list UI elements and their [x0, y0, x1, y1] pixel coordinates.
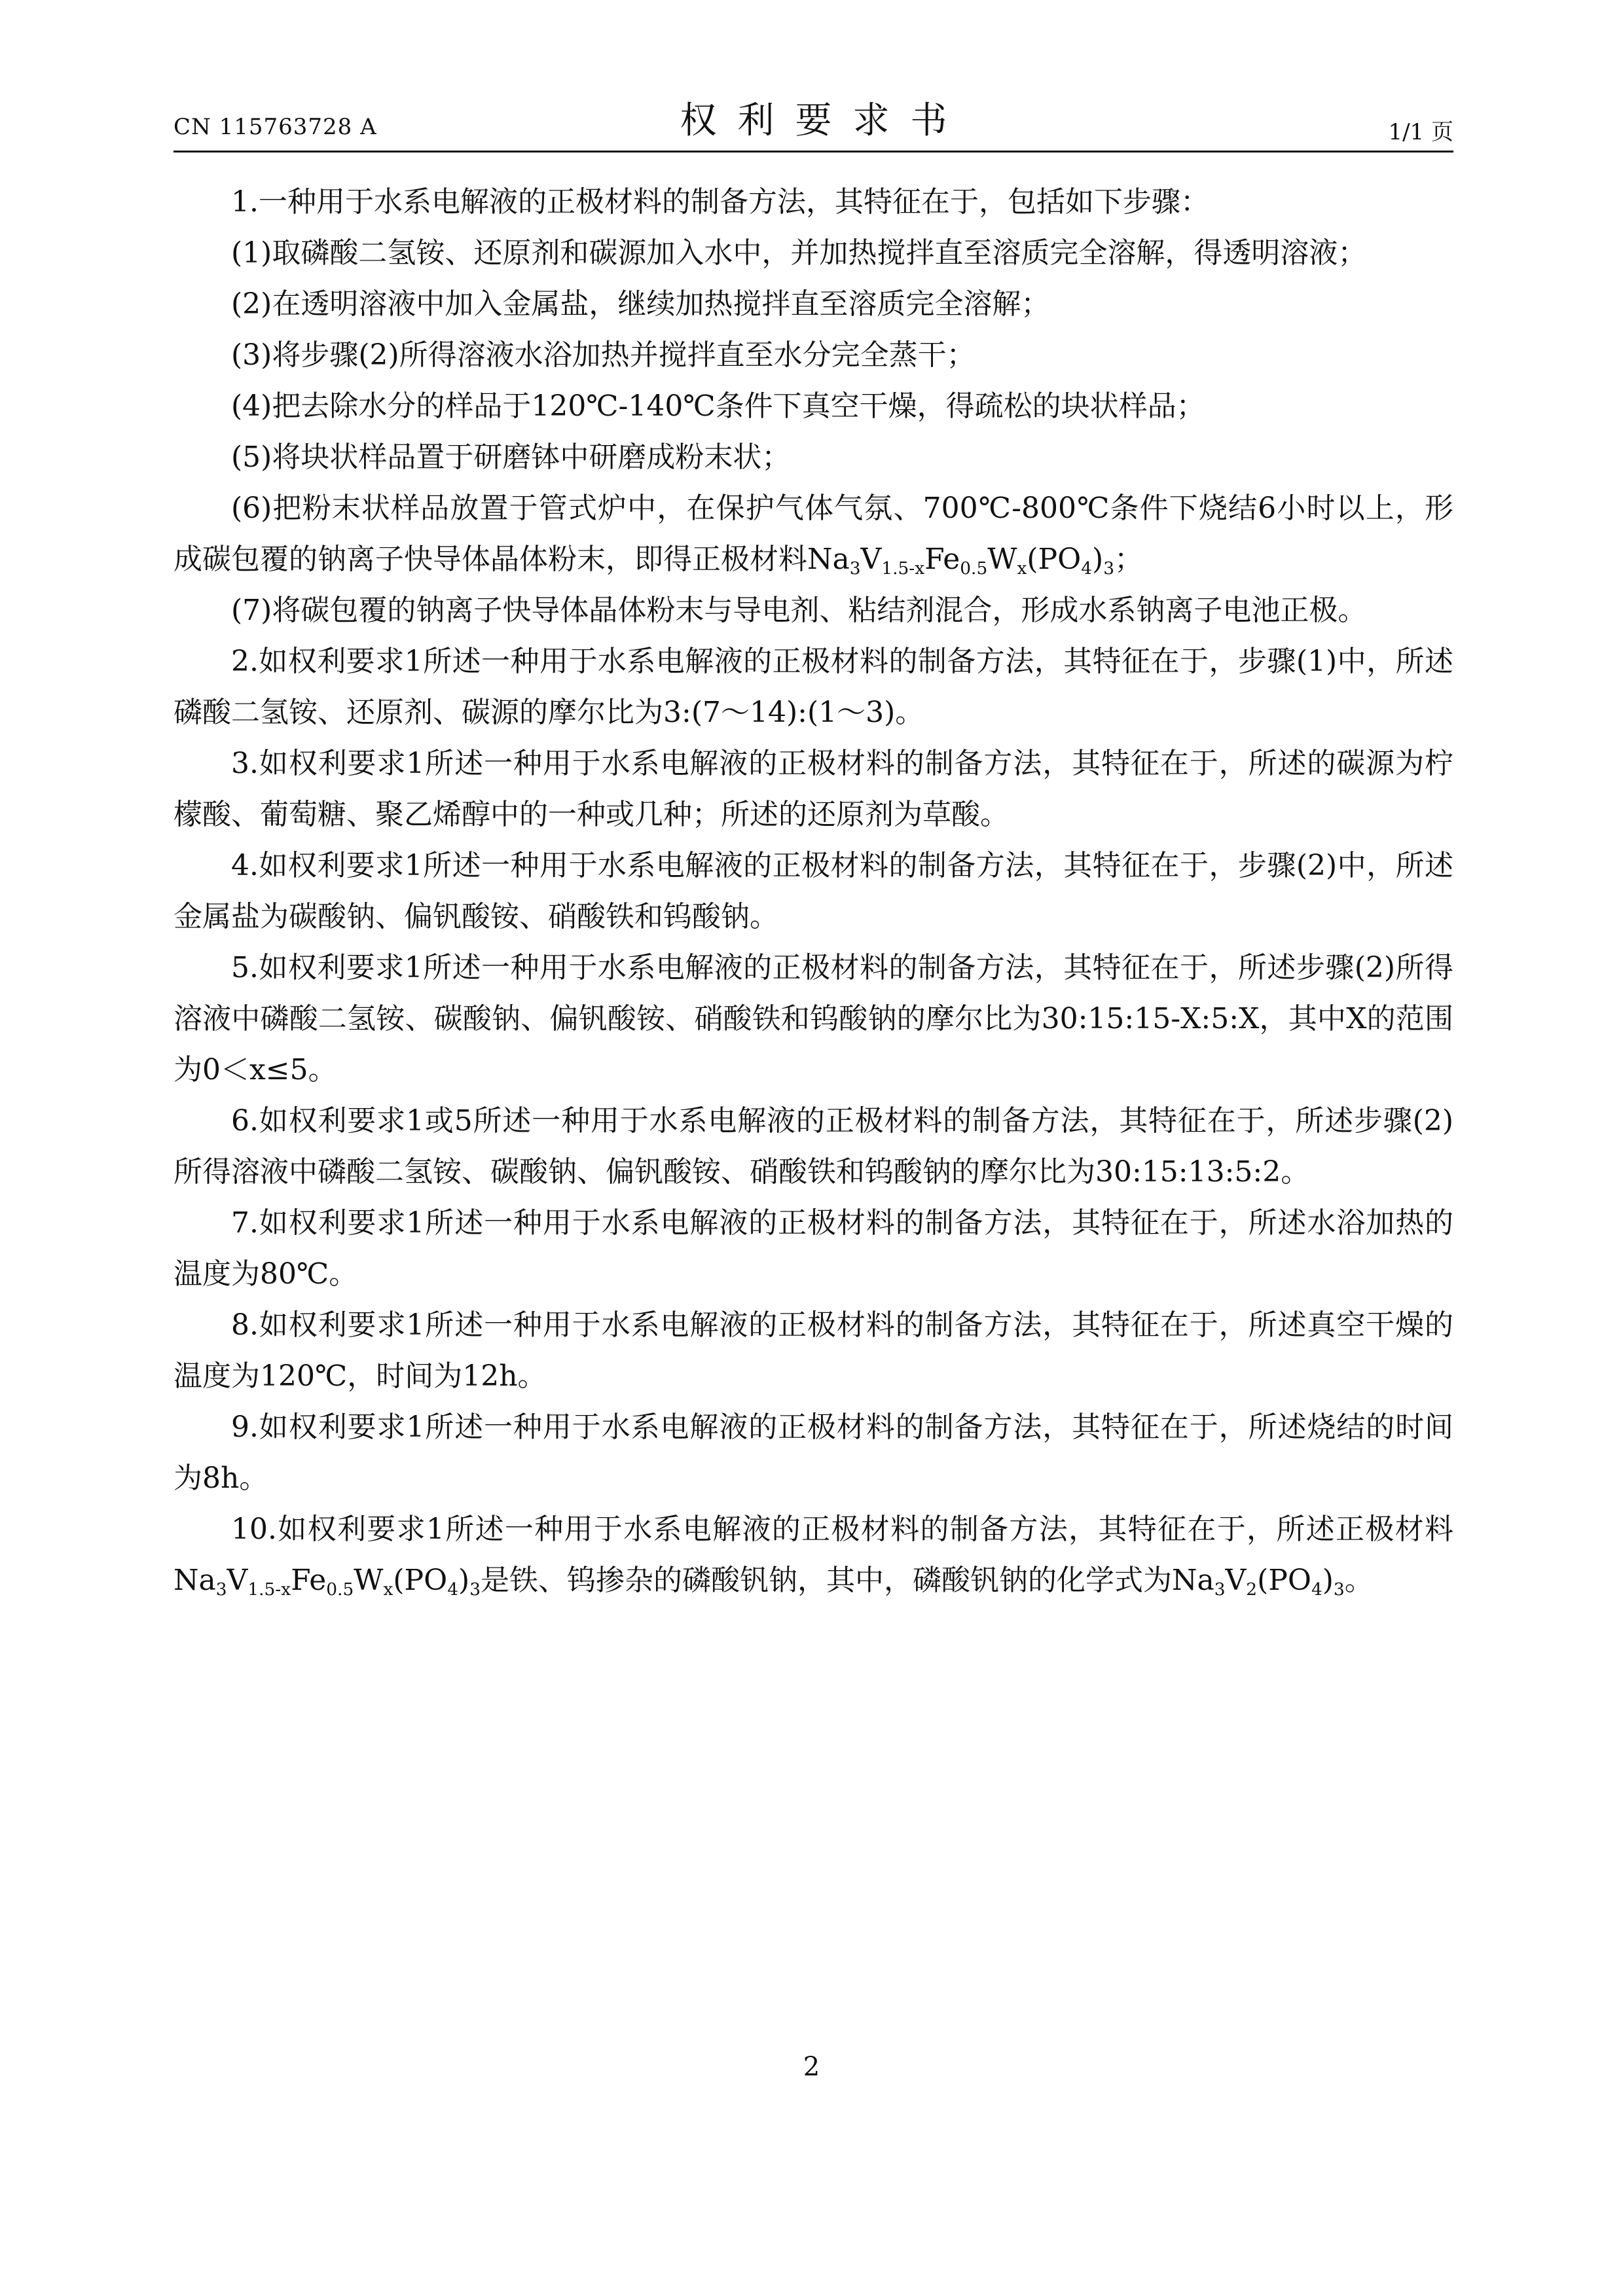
claim-1-step-2: (2)在透明溶液中加入金属盐，继续加热搅拌直至溶质完全溶解；	[231, 287, 1050, 321]
formula-subscript: 1.5-x	[881, 558, 925, 579]
formula-subscript: 4	[1081, 558, 1093, 579]
formula-subscript: x	[383, 1579, 393, 1600]
formula-subscript: x	[1017, 558, 1027, 579]
claim-1-step-3: (3)将步骤(2)所得溶液水浴加热并搅拌直至水分完全蒸干；	[231, 338, 976, 372]
formula-subscript: 0.5	[326, 1579, 354, 1600]
claim-1-step-6-text: (6)把粉末状样品放置于管式炉中，在保护气体气氛、700℃-800℃条件下烧结6小时以上，形成碳包覆的钠离子快导体晶体粉末，即得正极材料	[173, 492, 1453, 576]
claim-5: 5.如权利要求1所述一种用于水系电解液的正极材料的制备方法，其特征在于，所述步骤(2)所得溶液中磷酸二氢铵、碳酸钠、偏钒酸铵、硝酸铁和钨酸钠的摩尔比为30:15:15-X:5:X，其中X的范围为0＜x≤5。	[173, 951, 1453, 1086]
claim-6: 6.如权利要求1或5所述一种用于水系电解液的正极材料的制备方法，其特征在于，所述步骤(2)所得溶液中磷酸二氢铵、碳酸钠、偏钒酸铵、硝酸铁和钨酸钠的摩尔比为30:15:13:5:2。	[173, 1104, 1453, 1189]
formula-group-po4: (PO	[1027, 543, 1082, 576]
formula-element-na: Na	[807, 543, 850, 576]
publication-number: CN 115763728 A	[173, 114, 377, 140]
formula-group-close: )	[1322, 1564, 1334, 1597]
claim-4: 4.如权利要求1所述一种用于水系电解液的正极材料的制备方法，其特征在于，步骤(2)中，所述金属盐为碳酸钠、偏钒酸铵、硝酸铁和钨酸钠。	[173, 849, 1453, 933]
claim-10-text: 10.如权利要求1所述一种用于水系电解液的正极材料的制备方法，其特征在于，所述正极材料	[231, 1513, 1453, 1546]
page-number: 2	[803, 2052, 820, 2082]
formula-subscript: 3	[1214, 1579, 1226, 1600]
claim-7: 7.如权利要求1所述一种用于水系电解液的正极材料的制备方法，其特征在于，所述水浴加热的温度为80℃。	[173, 1206, 1453, 1291]
formula-element-na: Na	[173, 1564, 216, 1597]
claim-1-step-6-end: ；	[1114, 543, 1143, 576]
formula-element-v: V	[860, 543, 882, 576]
formula-element-v: V	[1225, 1564, 1247, 1597]
formula-subscript: 2	[1246, 1579, 1258, 1600]
formula-group-po4: (PO	[393, 1564, 448, 1597]
claim-1-step-1: (1)取磷酸二氢铵、还原剂和碳源加入水中，并加热搅拌直至溶质完全溶解，得透明溶液；	[231, 236, 1367, 270]
page-count: 1/1 页	[1388, 119, 1453, 145]
formula-element-fe: Fe	[291, 1564, 327, 1597]
page-header	[173, 92, 1453, 152]
claim-10-end: 。	[1344, 1564, 1374, 1597]
formula-subscript: 0.5	[960, 558, 988, 579]
chemical-formula-doped	[807, 543, 1114, 579]
formula-element-na: Na	[1171, 1564, 1214, 1597]
formula-group-close: )	[458, 1564, 470, 1597]
document-title: 权利要求书	[680, 99, 968, 142]
claim-9: 9.如权利要求1所述一种用于水系电解液的正极材料的制备方法，其特征在于，所述烧结的时间为8h。	[173, 1410, 1453, 1495]
claim-1-step-7: (7)将碳包覆的钠离子快导体晶体粉末与导电剂、粘结剂混合，形成水系钠离子电池正极。	[231, 594, 1367, 627]
claim-1-step-4: (4)把去除水分的样品于120℃-140℃条件下真空干燥，得疏松的块状样品；	[231, 389, 1205, 423]
claim-2: 2.如权利要求1所述一种用于水系电解液的正极材料的制备方法，其特征在于，步骤(1)中，所述磷酸二氢铵、还原剂、碳源的摩尔比为3:(7～14):(1～3)。	[173, 645, 1453, 729]
claim-1: 1.一种用于水系电解液的正极材料的制备方法，其特征在于，包括如下步骤：	[231, 185, 1209, 219]
formula-subscript: 3	[1333, 1579, 1345, 1600]
claim-10-text-middle: 是铁、钨掺杂的磷酸钒钠，其中，磷酸钒钠的化学式为	[480, 1564, 1172, 1597]
claim-1-step-6	[173, 483, 1453, 585]
formula-element-w: W	[987, 543, 1017, 576]
claim-3: 3.如权利要求1所述一种用于水系电解液的正极材料的制备方法，其特征在于，所述的碳源为柠檬酸、葡萄糖、聚乙烯醇中的一种或几种；所述的还原剂为草酸。	[173, 747, 1453, 831]
formula-group-po4: (PO	[1257, 1564, 1311, 1597]
formula-group-close: )	[1092, 543, 1104, 576]
formula-element-v: V	[227, 1564, 248, 1597]
formula-subscript: 1.5-x	[247, 1579, 291, 1600]
claim-1-step-5: (5)将块状样品置于研磨钵中研磨成粉末状；	[231, 440, 791, 474]
chemical-formula-base	[1171, 1564, 1345, 1600]
claims-body	[173, 177, 1453, 1606]
formula-subscript: 4	[447, 1579, 459, 1600]
claim-10	[173, 1504, 1453, 1606]
claim-8: 8.如权利要求1所述一种用于水系电解液的正极材料的制备方法，其特征在于，所述真空干燥的温度为120℃，时间为12h。	[173, 1308, 1453, 1393]
formula-subscript: 3	[849, 558, 861, 579]
formula-subscript: 4	[1311, 1579, 1322, 1600]
formula-subscript: 3	[1103, 558, 1114, 579]
formula-subscript: 3	[469, 1579, 481, 1600]
formula-element-fe: Fe	[924, 543, 960, 576]
chemical-formula-doped	[173, 1564, 481, 1600]
formula-element-w: W	[354, 1564, 384, 1597]
formula-subscript: 3	[215, 1579, 227, 1600]
